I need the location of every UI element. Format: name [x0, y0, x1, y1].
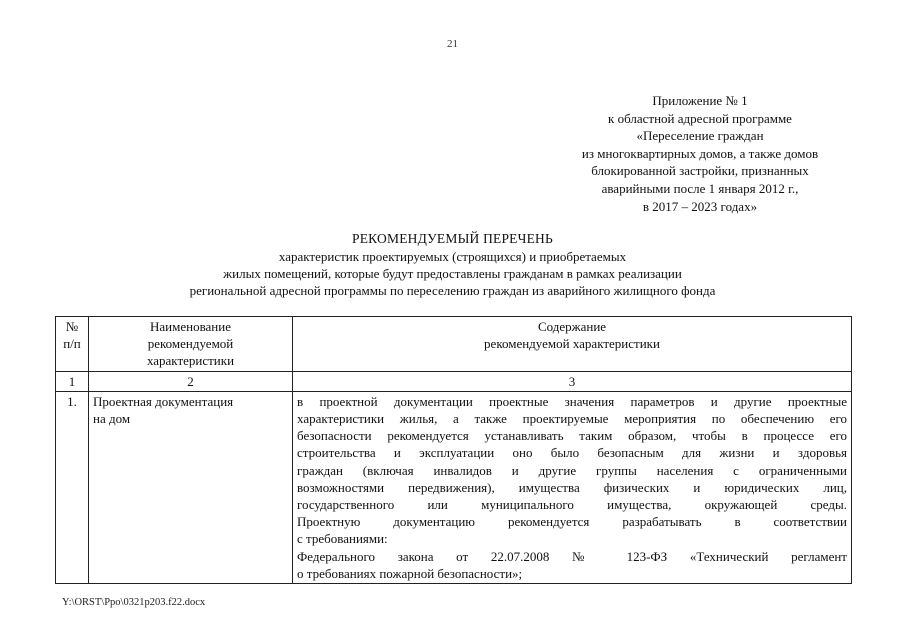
row-name: Проектная документация на дом: [89, 391, 293, 583]
content-line: с требованиями:: [297, 531, 388, 547]
appendix-header: [540, 92, 860, 215]
appendix-line: в 2017 – 2023 годах»: [642, 198, 758, 214]
subtitle-line: региональной адресной программы по переселению граждан из аварийного жилищного фонда: [189, 283, 716, 299]
content-line: строительства и эксплуатации оно было безопасным для жизни и здоровья: [297, 445, 847, 461]
appendix-line: блокированной застройки, признанных: [591, 163, 809, 179]
content-line: безопасности рекомендуется устанавливать таким образом, чтобы в процессе его: [297, 428, 847, 444]
header-cell-content: Содержание рекомендуемой характеристики: [293, 317, 852, 372]
page-number: 21: [447, 38, 458, 50]
table-row: [56, 391, 852, 583]
file-path-footer: Y:\ORST\Ppo\0321p203.f22.docx: [62, 597, 206, 608]
appendix-line: Приложение № 1: [652, 93, 748, 108]
subtitle-line: характеристик проектируемых (строящихся) и приобретаемых: [278, 249, 627, 264]
content-line: Федерального закона от 22.07.2008 № 123-ФЗ «Технический регламент: [297, 548, 847, 564]
appendix-line: аварийными после 1 января 2012 г.,: [601, 180, 799, 196]
appendix-line: к областной адресной программе: [608, 110, 792, 126]
appendix-line: из многоквартирных домов, а также домов: [581, 145, 819, 161]
content-line: в проектной документации проектные значения параметров и другие проектные: [297, 393, 847, 409]
table-numbering-row: [56, 371, 852, 391]
appendix-line: «Переселение граждан: [636, 128, 764, 144]
content-line: возможностями передвижения), имущества физических и юридических лиц,: [297, 479, 847, 495]
content-line: Проектную документацию рекомендуется разрабатывать в соответствии: [297, 514, 847, 530]
content-line: граждан (включая инвалидов и другие группы населения с ограниченными: [297, 462, 847, 478]
table-header-row: [56, 317, 852, 372]
characteristics-table: [55, 316, 852, 584]
content-line: характеристики жилья, а также проектируемые мероприятия по обеспечению его: [297, 411, 847, 427]
subtitle-line: жилых помещений, которые будут предоставлены гражданам в рамках реализации: [223, 266, 682, 282]
content-line: о требованиях пожарной безопасности»;: [297, 565, 523, 581]
document-subtitle: [0, 248, 905, 300]
numbering-cell: 1: [56, 371, 89, 391]
row-number: 1.: [56, 391, 89, 583]
row-content: [293, 391, 852, 583]
header-cell-name: Наименование рекомендуемой характеристики: [89, 317, 293, 372]
numbering-cell: 2: [89, 371, 293, 391]
header-cell-number: № п/п: [56, 317, 89, 372]
document-title: РЕКОМЕНДУЕМЫЙ ПЕРЕЧЕНЬ: [352, 231, 553, 246]
numbering-cell: 3: [293, 371, 852, 391]
content-line: государственного или муниципального имущества, окружающей среды.: [297, 497, 847, 513]
